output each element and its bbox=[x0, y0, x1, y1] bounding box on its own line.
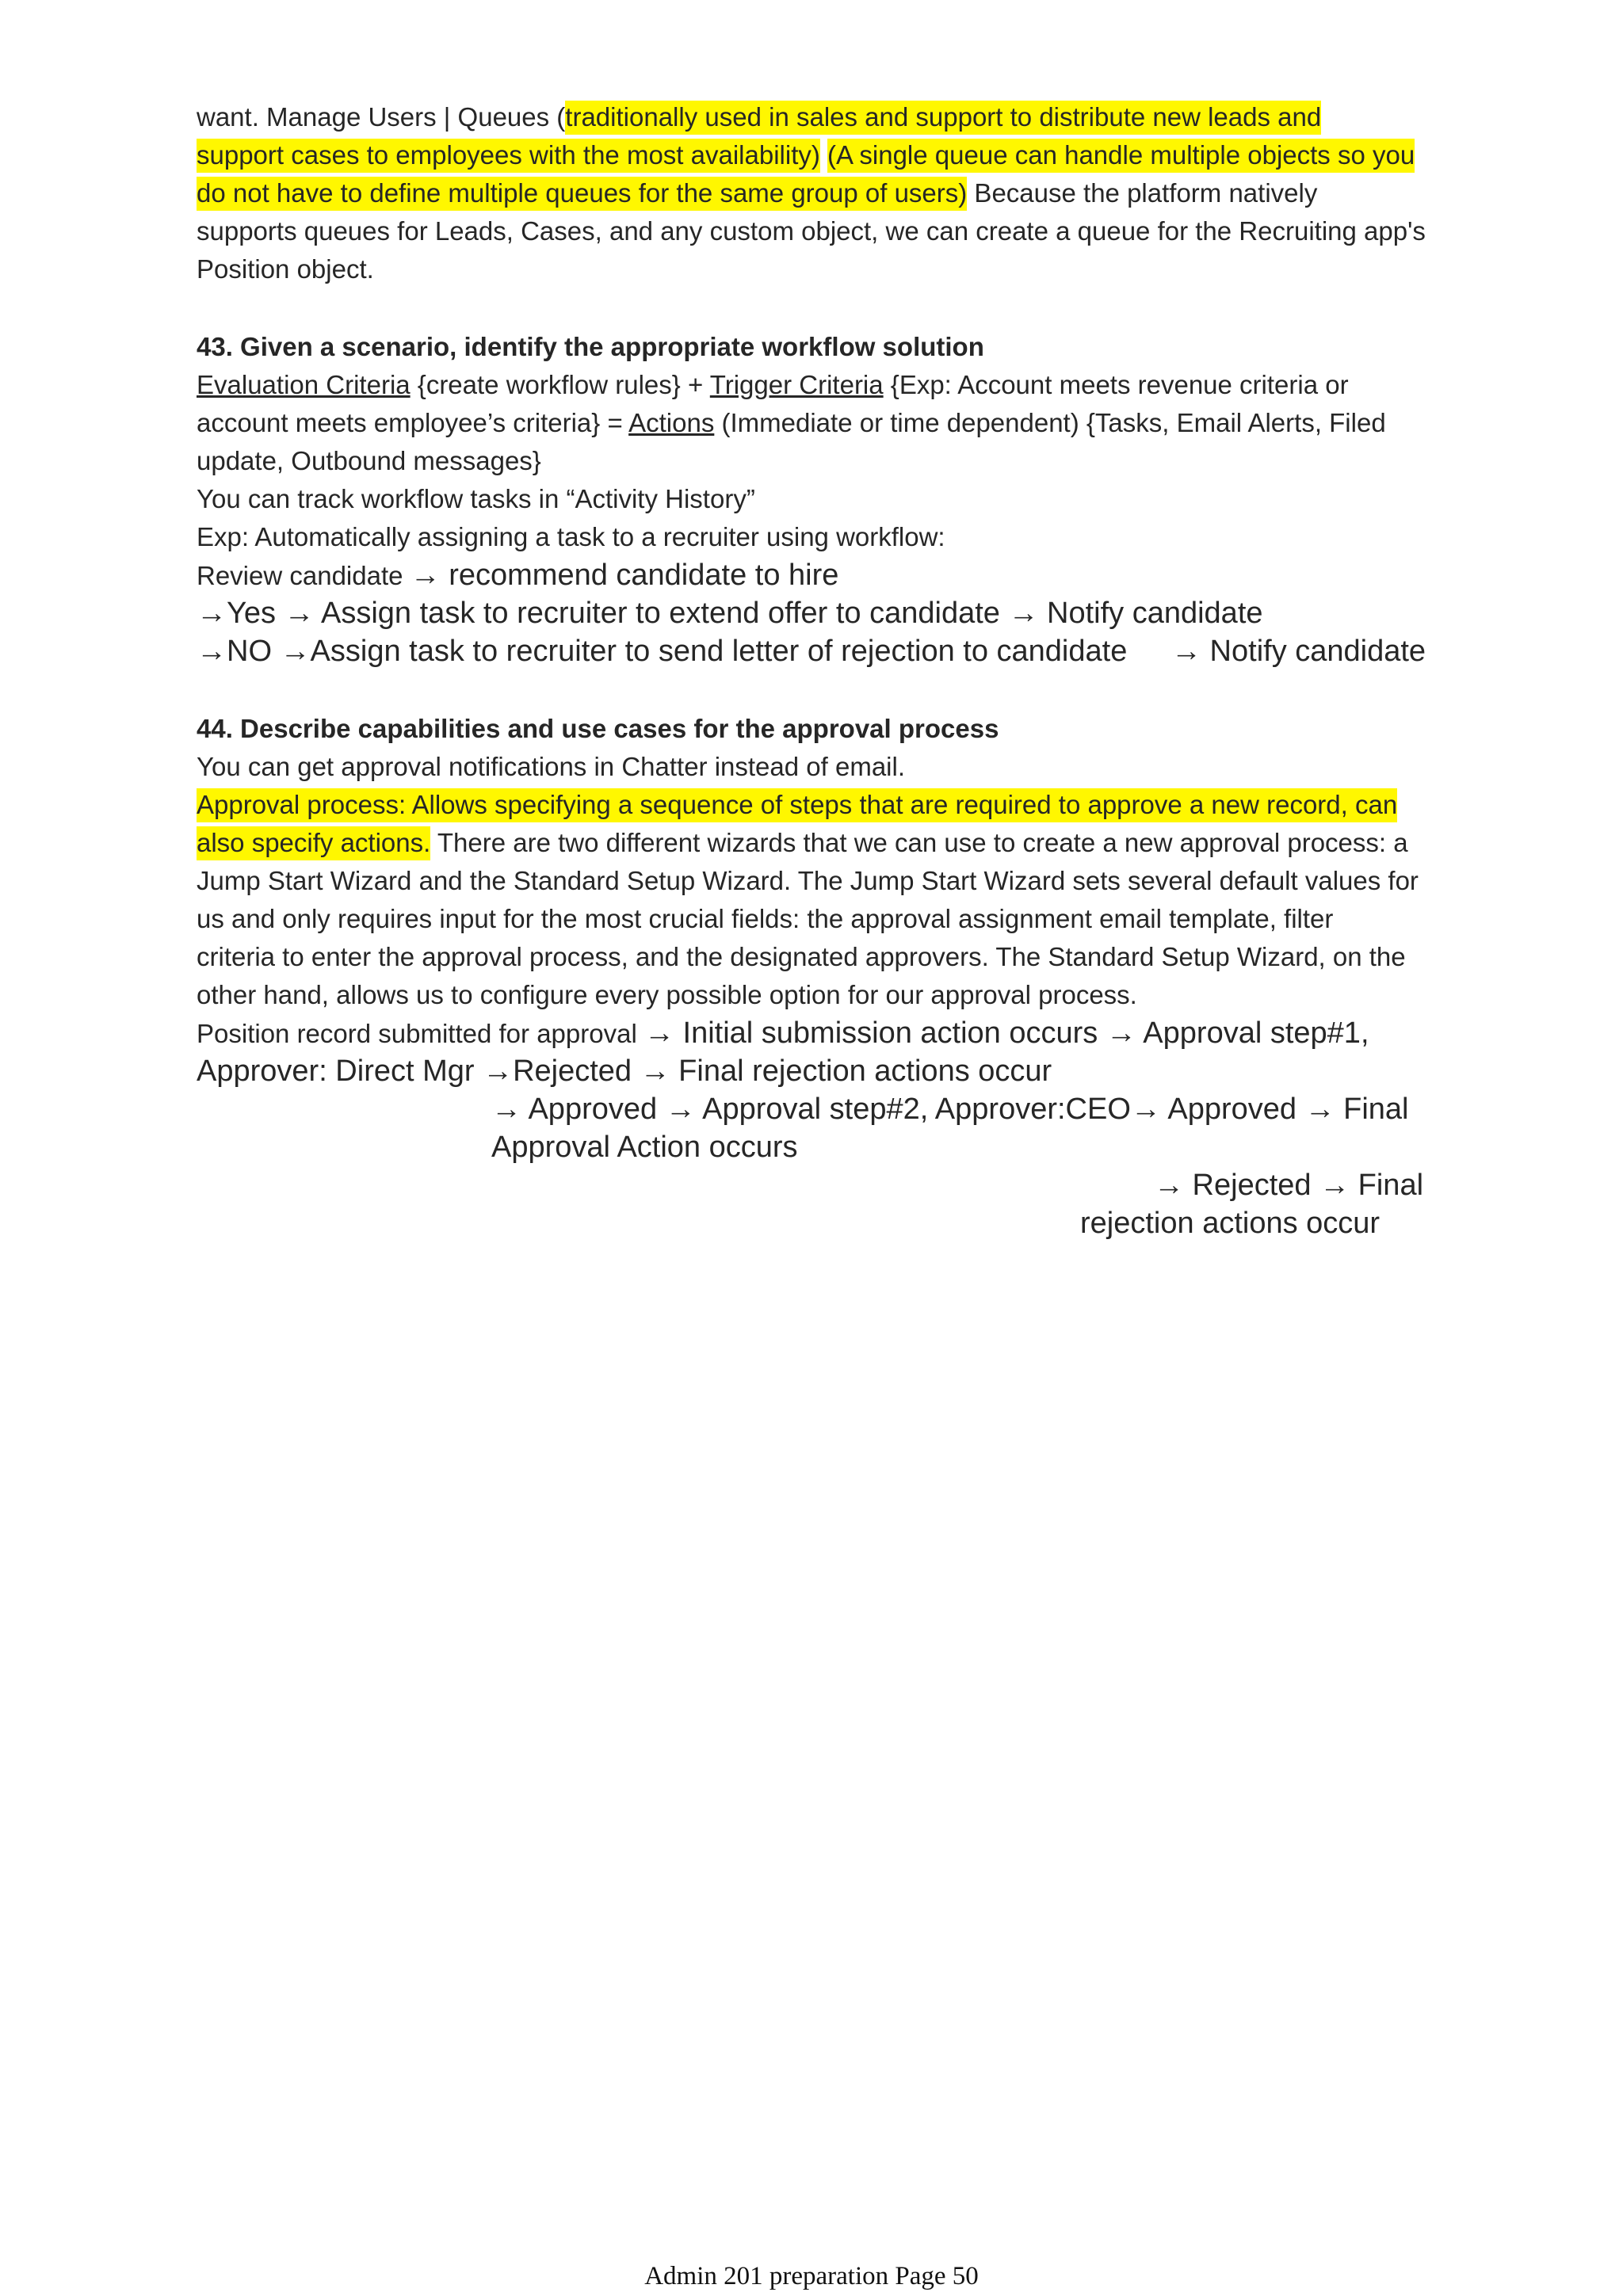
text-line bbox=[197, 786, 1397, 824]
text-span: Review candidate bbox=[197, 561, 411, 590]
text-line bbox=[197, 366, 1349, 404]
text-line: You can get approval notifications in Chatter instead of email. bbox=[197, 752, 905, 781]
flow-line bbox=[197, 1014, 1369, 1052]
flow-line: Approver: Direct Mgr →Rejected → Final rejection actions occur bbox=[197, 1055, 1052, 1088]
highlighted-text: (A single queue can handle multiple objects so you bbox=[827, 139, 1415, 173]
highlighted-text: Approval process: Allows specifying a sequence of steps that are required to approve a new record, can bbox=[197, 788, 1397, 822]
text-line: supports queues for Leads, Cases, and any custom object, we can create a queue for the Recruiting app's bbox=[197, 216, 1426, 246]
section-heading: 43. Given a scenario, identify the appropriate workflow solution bbox=[197, 332, 984, 361]
highlighted-text: also specify actions. bbox=[197, 826, 430, 860]
text-line: You can track workflow tasks in “Activity History” bbox=[197, 484, 755, 513]
flow-line bbox=[197, 556, 838, 594]
flow-line: →Yes → Assign task to recruiter to extend offer to candidate → Notify candidate bbox=[197, 597, 1263, 630]
text-line: other hand, allows us to configure every possible option for our approval process. bbox=[197, 980, 1137, 1009]
text-span: {Exp: Account meets revenue criteria or bbox=[883, 370, 1349, 399]
text-span: (Immediate or time dependent) {Tasks, Email Alerts, Filed bbox=[714, 408, 1386, 437]
text-span: Position record submitted for approval bbox=[197, 1019, 644, 1048]
highlighted-text: support cases to employees with the most availability) bbox=[197, 139, 820, 173]
text-line: Position object. bbox=[197, 254, 374, 284]
underlined-term: Trigger Criteria bbox=[709, 370, 884, 399]
highlighted-text: do not have to define multiple queues for the same group of users) bbox=[197, 177, 967, 211]
text-line: criteria to enter the approval process, and the designated approvers. The Standard Setup Wizard, on the bbox=[197, 942, 1406, 971]
text-span: want. Manage Users | Queues ( bbox=[197, 102, 566, 132]
highlighted-text: traditionally used in sales and support to distribute new leads and bbox=[565, 101, 1321, 135]
underlined-term: Actions bbox=[628, 408, 715, 437]
text-line: update, Outbound messages} bbox=[197, 446, 541, 475]
text-line: Exp: Automatically assigning a task to a recruiter using workflow: bbox=[197, 522, 945, 551]
text-line bbox=[197, 136, 1415, 174]
text-line bbox=[197, 98, 1321, 136]
page-footer: Admin 201 preparation Page 50 bbox=[644, 2262, 979, 2290]
text-line: us and only requires input for the most crucial fields: the approval assignment email template, filter bbox=[197, 904, 1334, 933]
section-heading: 44. Describe capabilities and use cases for the approval process bbox=[197, 714, 999, 743]
flow-step: → Initial submission action occurs → Approval step#1, bbox=[643, 1016, 1369, 1050]
underlined-term: Evaluation Criteria bbox=[197, 370, 411, 399]
flow-line: → Rejected → Final bbox=[1154, 1169, 1424, 1202]
flow-step: → recommend candidate to hire bbox=[410, 559, 839, 592]
flow-line: →NO →Assign task to recruiter to send letter of rejection to candidate bbox=[197, 635, 1128, 668]
text-span: {create workflow rules} + bbox=[410, 370, 710, 399]
text-line bbox=[197, 404, 1386, 442]
text-line bbox=[197, 174, 1317, 212]
flow-line: rejection actions occur bbox=[1080, 1207, 1381, 1240]
text-span: account meets employee’s criteria} = bbox=[197, 408, 629, 437]
flow-line: Approval Action occurs bbox=[491, 1131, 798, 1164]
text-span: Because the platform natively bbox=[967, 178, 1318, 208]
flow-line: → Approved → Approval step#2, Approver:CEO→ Approved → Final bbox=[491, 1093, 1409, 1126]
text-span: There are two different wizards that we can use to create a new approval process: a bbox=[430, 828, 1408, 857]
flow-line: → Notify candidate bbox=[1171, 635, 1426, 668]
text-line bbox=[197, 824, 1408, 862]
text-line: Jump Start Wizard and the Standard Setup Wizard. The Jump Start Wizard sets several default values for bbox=[197, 866, 1419, 895]
